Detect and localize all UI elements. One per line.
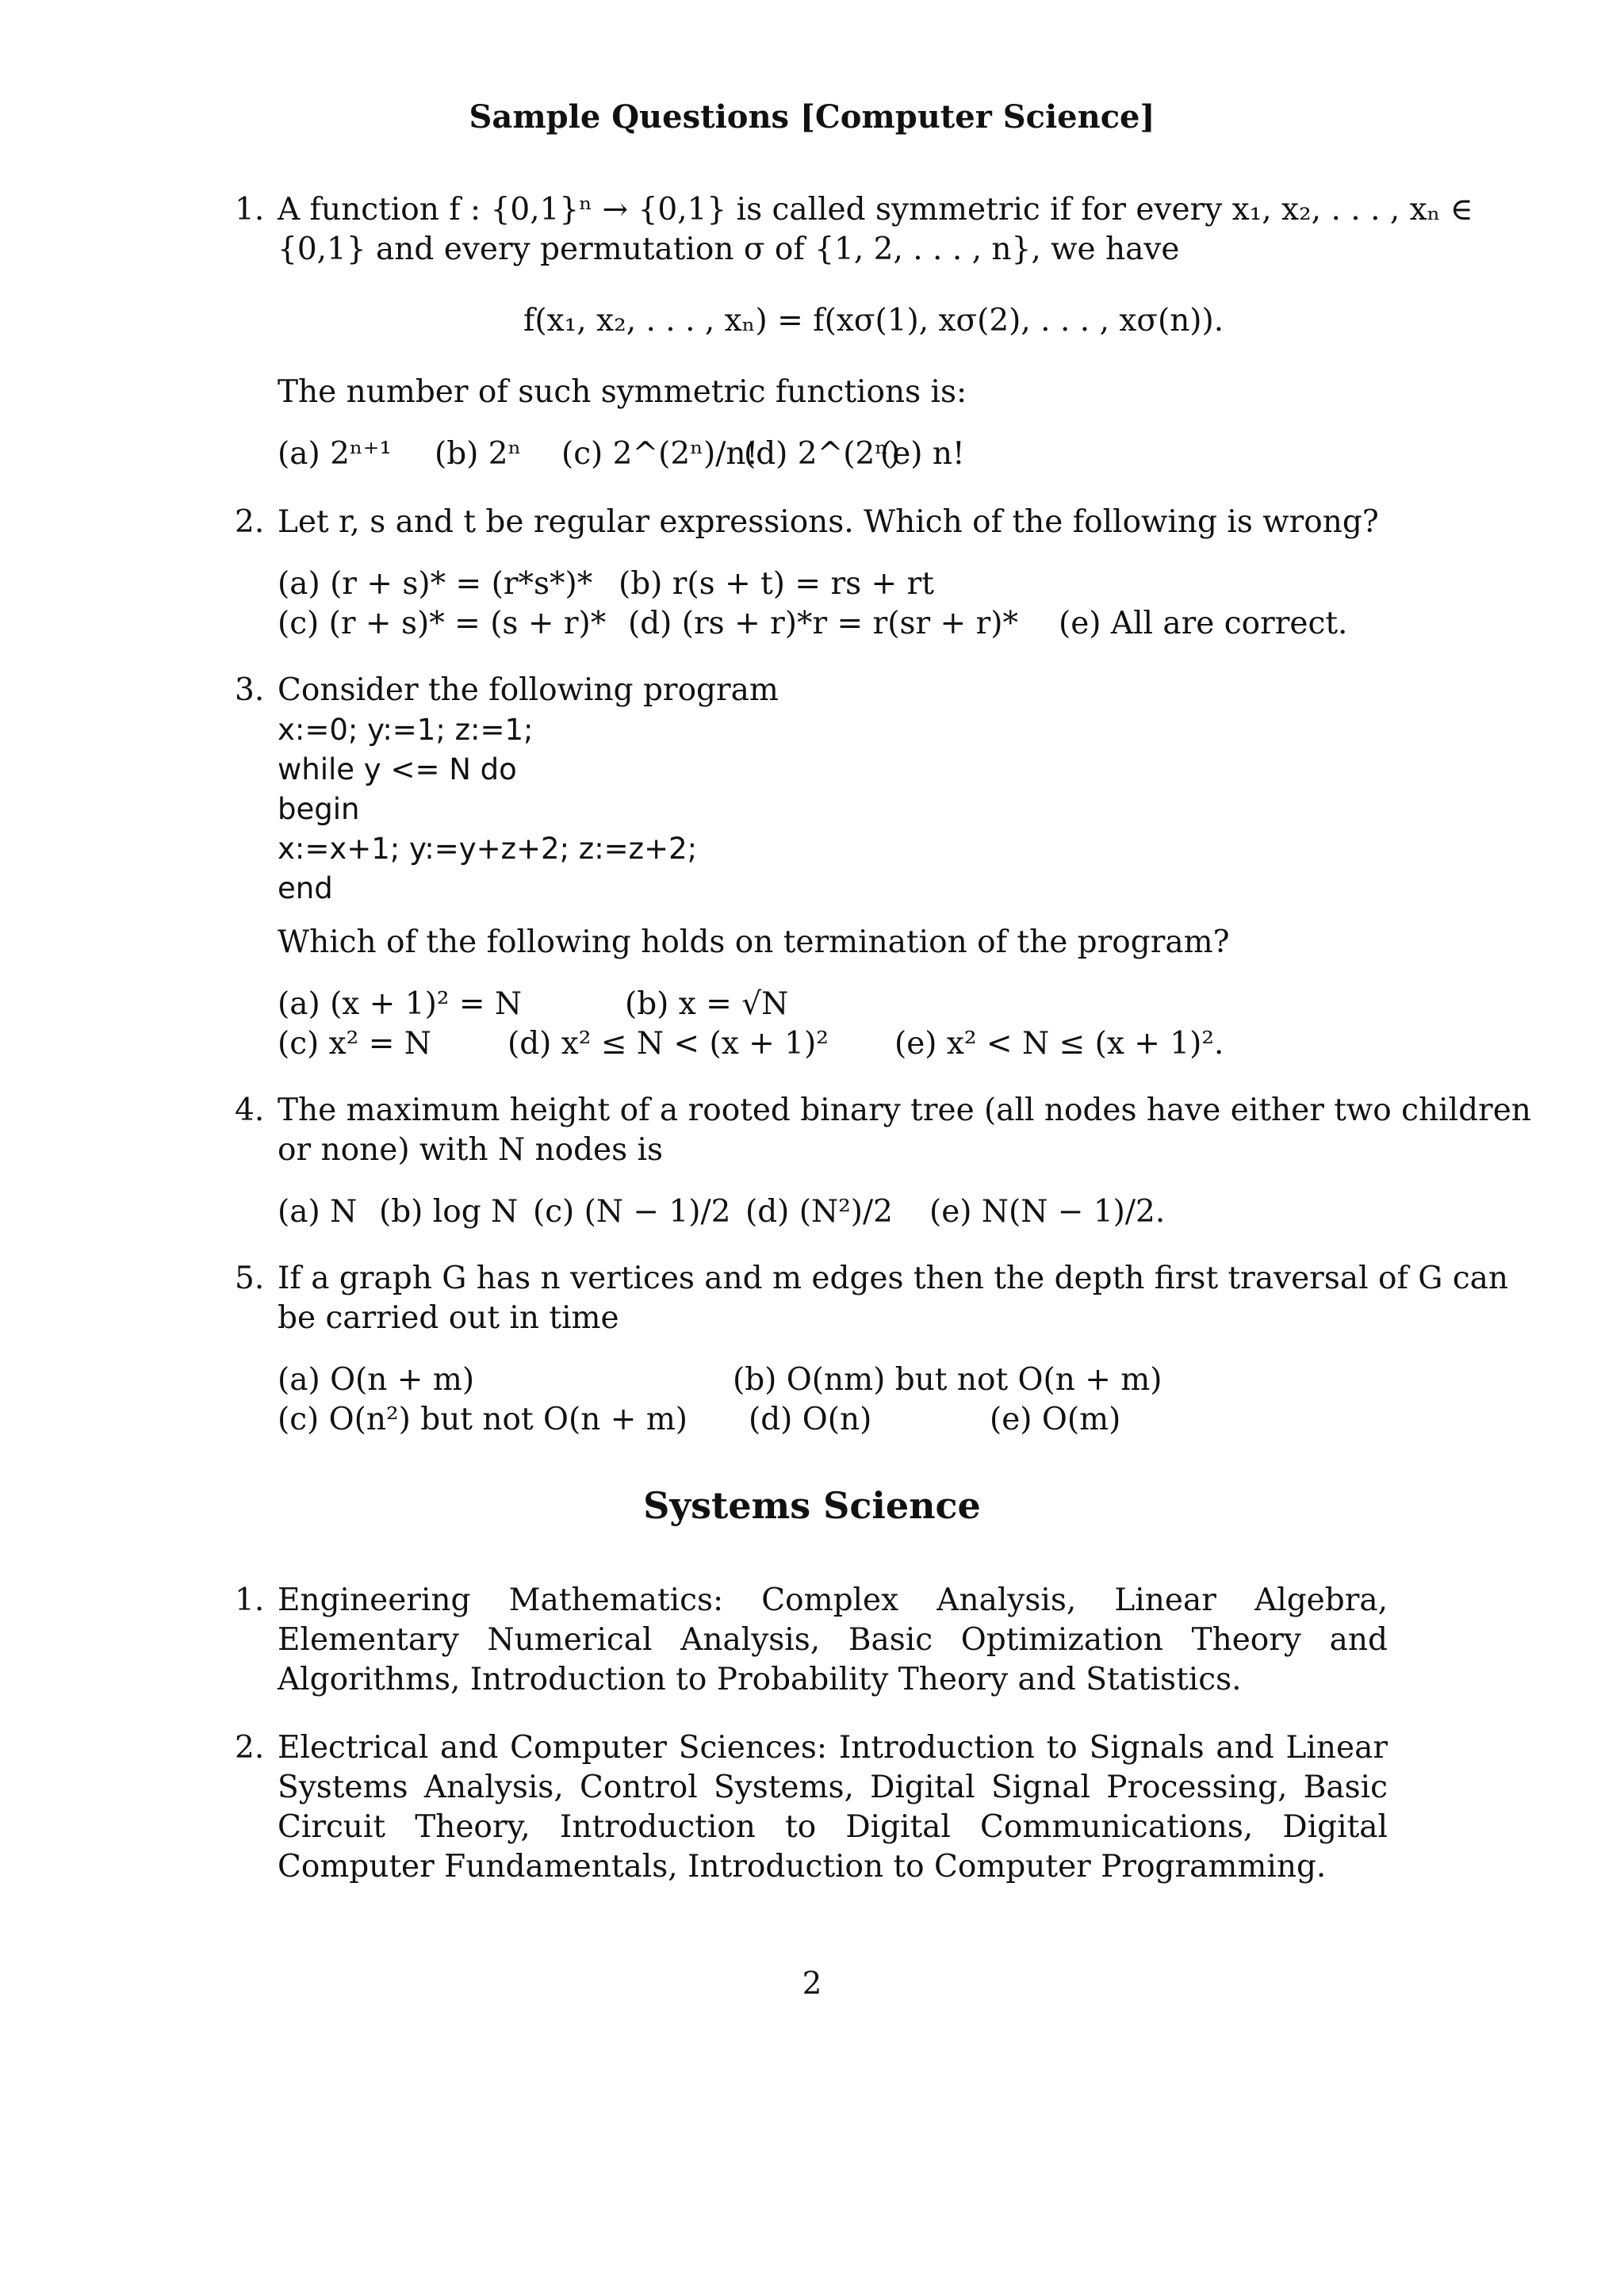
q3-option-b: (b) x = √N — [625, 986, 789, 1022]
code-line: x:=x+1; y:=y+z+2; z:=z+2; — [278, 832, 698, 866]
q2-number: 2. — [235, 504, 265, 540]
q4-line1: The maximum height of a rooted binary tree (all nodes have either two children — [278, 1093, 1531, 1128]
systems-item-electrical-computer: Electrical and Computer Sciences: Introduction to Signals and Linear Systems Analysis, Control Systems, Digital Signal Processing, Basic Circuit Theory, Introduction to Digital Communications, Digital Computer Fundamentals, Introduction to Computer Programming. — [278, 1730, 1388, 1885]
q2-text: Let r, s and t be regular expressions. Which of the following is wrong? — [278, 504, 1379, 540]
q5-option-b: (b) O(nm) but not O(n + m) — [733, 1362, 1162, 1398]
q2-option-b: (b) r(s + t) = rs + rt — [619, 566, 934, 602]
q5-option-d: (d) O(n) — [749, 1402, 872, 1437]
code-line: end — [278, 871, 333, 905]
q5-option-c: (c) O(n²) but not O(n + m) — [278, 1402, 688, 1437]
q1-option-d: (d) 2^(2ⁿ) — [744, 436, 901, 472]
q5-number: 5. — [235, 1261, 265, 1296]
q1-option-a: (a) 2ⁿ⁺¹ — [278, 436, 392, 472]
q5-line2: be carried out in time — [278, 1300, 619, 1336]
code-line: begin — [278, 792, 360, 826]
page-number: 2 — [802, 1966, 822, 2002]
q3-text: Consider the following program — [278, 672, 779, 708]
q2-option-c: (c) (r + s)* = (s + r)* — [278, 606, 607, 641]
systems-item-engineering-math: Engineering Mathematics: Complex Analysis, Linear Algebra, Elementary Numerical Analysis, Basic Optimization Theory and Algorithms, Introduction to Probability Theory and Statistics. — [278, 1582, 1388, 1697]
q1-number: 1. — [235, 192, 265, 228]
q1-equation: f(x₁, x₂, . . . , xₙ) = f(xσ(1), xσ(2), . . . , xσ(n)). — [523, 303, 1224, 339]
q4-option-e: (e) N(N − 1)/2. — [929, 1194, 1166, 1230]
q3-option-c: (c) x² = N — [278, 1026, 431, 1062]
q4-option-c: (c) (N − 1)/2 — [533, 1194, 731, 1230]
page-title: Sample Questions [Computer Science] — [469, 98, 1155, 136]
q5-line1: If a graph G has n vertices and m edges then the depth first traversal of G can — [278, 1261, 1509, 1296]
q3-option-a: (a) (x + 1)² = N — [278, 986, 523, 1022]
q4-option-b: (b) log N — [379, 1194, 519, 1230]
code-line: x:=0; y:=1; z:=1; — [278, 713, 534, 747]
q4-option-d: (d) (N²)/2 — [745, 1194, 893, 1230]
q1-option-b: (b) 2ⁿ — [435, 436, 522, 472]
q4-line2: or none) with N nodes is — [278, 1132, 664, 1168]
q1-prompt: The number of such symmetric functions is: — [278, 374, 967, 410]
q5-option-a: (a) O(n + m) — [278, 1362, 475, 1398]
q3-number: 3. — [235, 672, 265, 708]
systems-item-number: 2. — [235, 1730, 265, 1766]
systems-item-number: 1. — [235, 1582, 265, 1618]
q5-option-e: (e) O(m) — [990, 1402, 1121, 1437]
section-title: Systems Science — [643, 1484, 981, 1527]
q2-option-a: (a) (r + s)* = (r*s*)* — [278, 566, 593, 602]
q1-line1: A function f : {0,1}ⁿ → {0,1} is called symmetric if for every x₁, x₂, . . . , xₙ ∈ — [278, 192, 1473, 228]
q2-option-e: (e) All are correct. — [1059, 606, 1348, 641]
q4-number: 4. — [235, 1093, 265, 1128]
q3-option-d: (d) x² ≤ N < (x + 1)² — [508, 1026, 829, 1062]
q4-option-a: (a) N — [278, 1194, 358, 1230]
q1-option-c: (c) 2^(2ⁿ)/n! — [561, 436, 759, 472]
q3-option-e: (e) x² < N ≤ (x + 1)². — [894, 1026, 1224, 1062]
q1-option-e: (e) n! — [880, 436, 965, 472]
q2-option-d: (d) (rs + r)*r = r(sr + r)* — [628, 606, 1018, 641]
code-line: while y <= N do — [278, 752, 517, 786]
q3-prompt: Which of the following holds on termination of the program? — [278, 924, 1230, 960]
q1-line2: {0,1} and every permutation σ of {1, 2, . . . , n}, we have — [278, 232, 1180, 267]
